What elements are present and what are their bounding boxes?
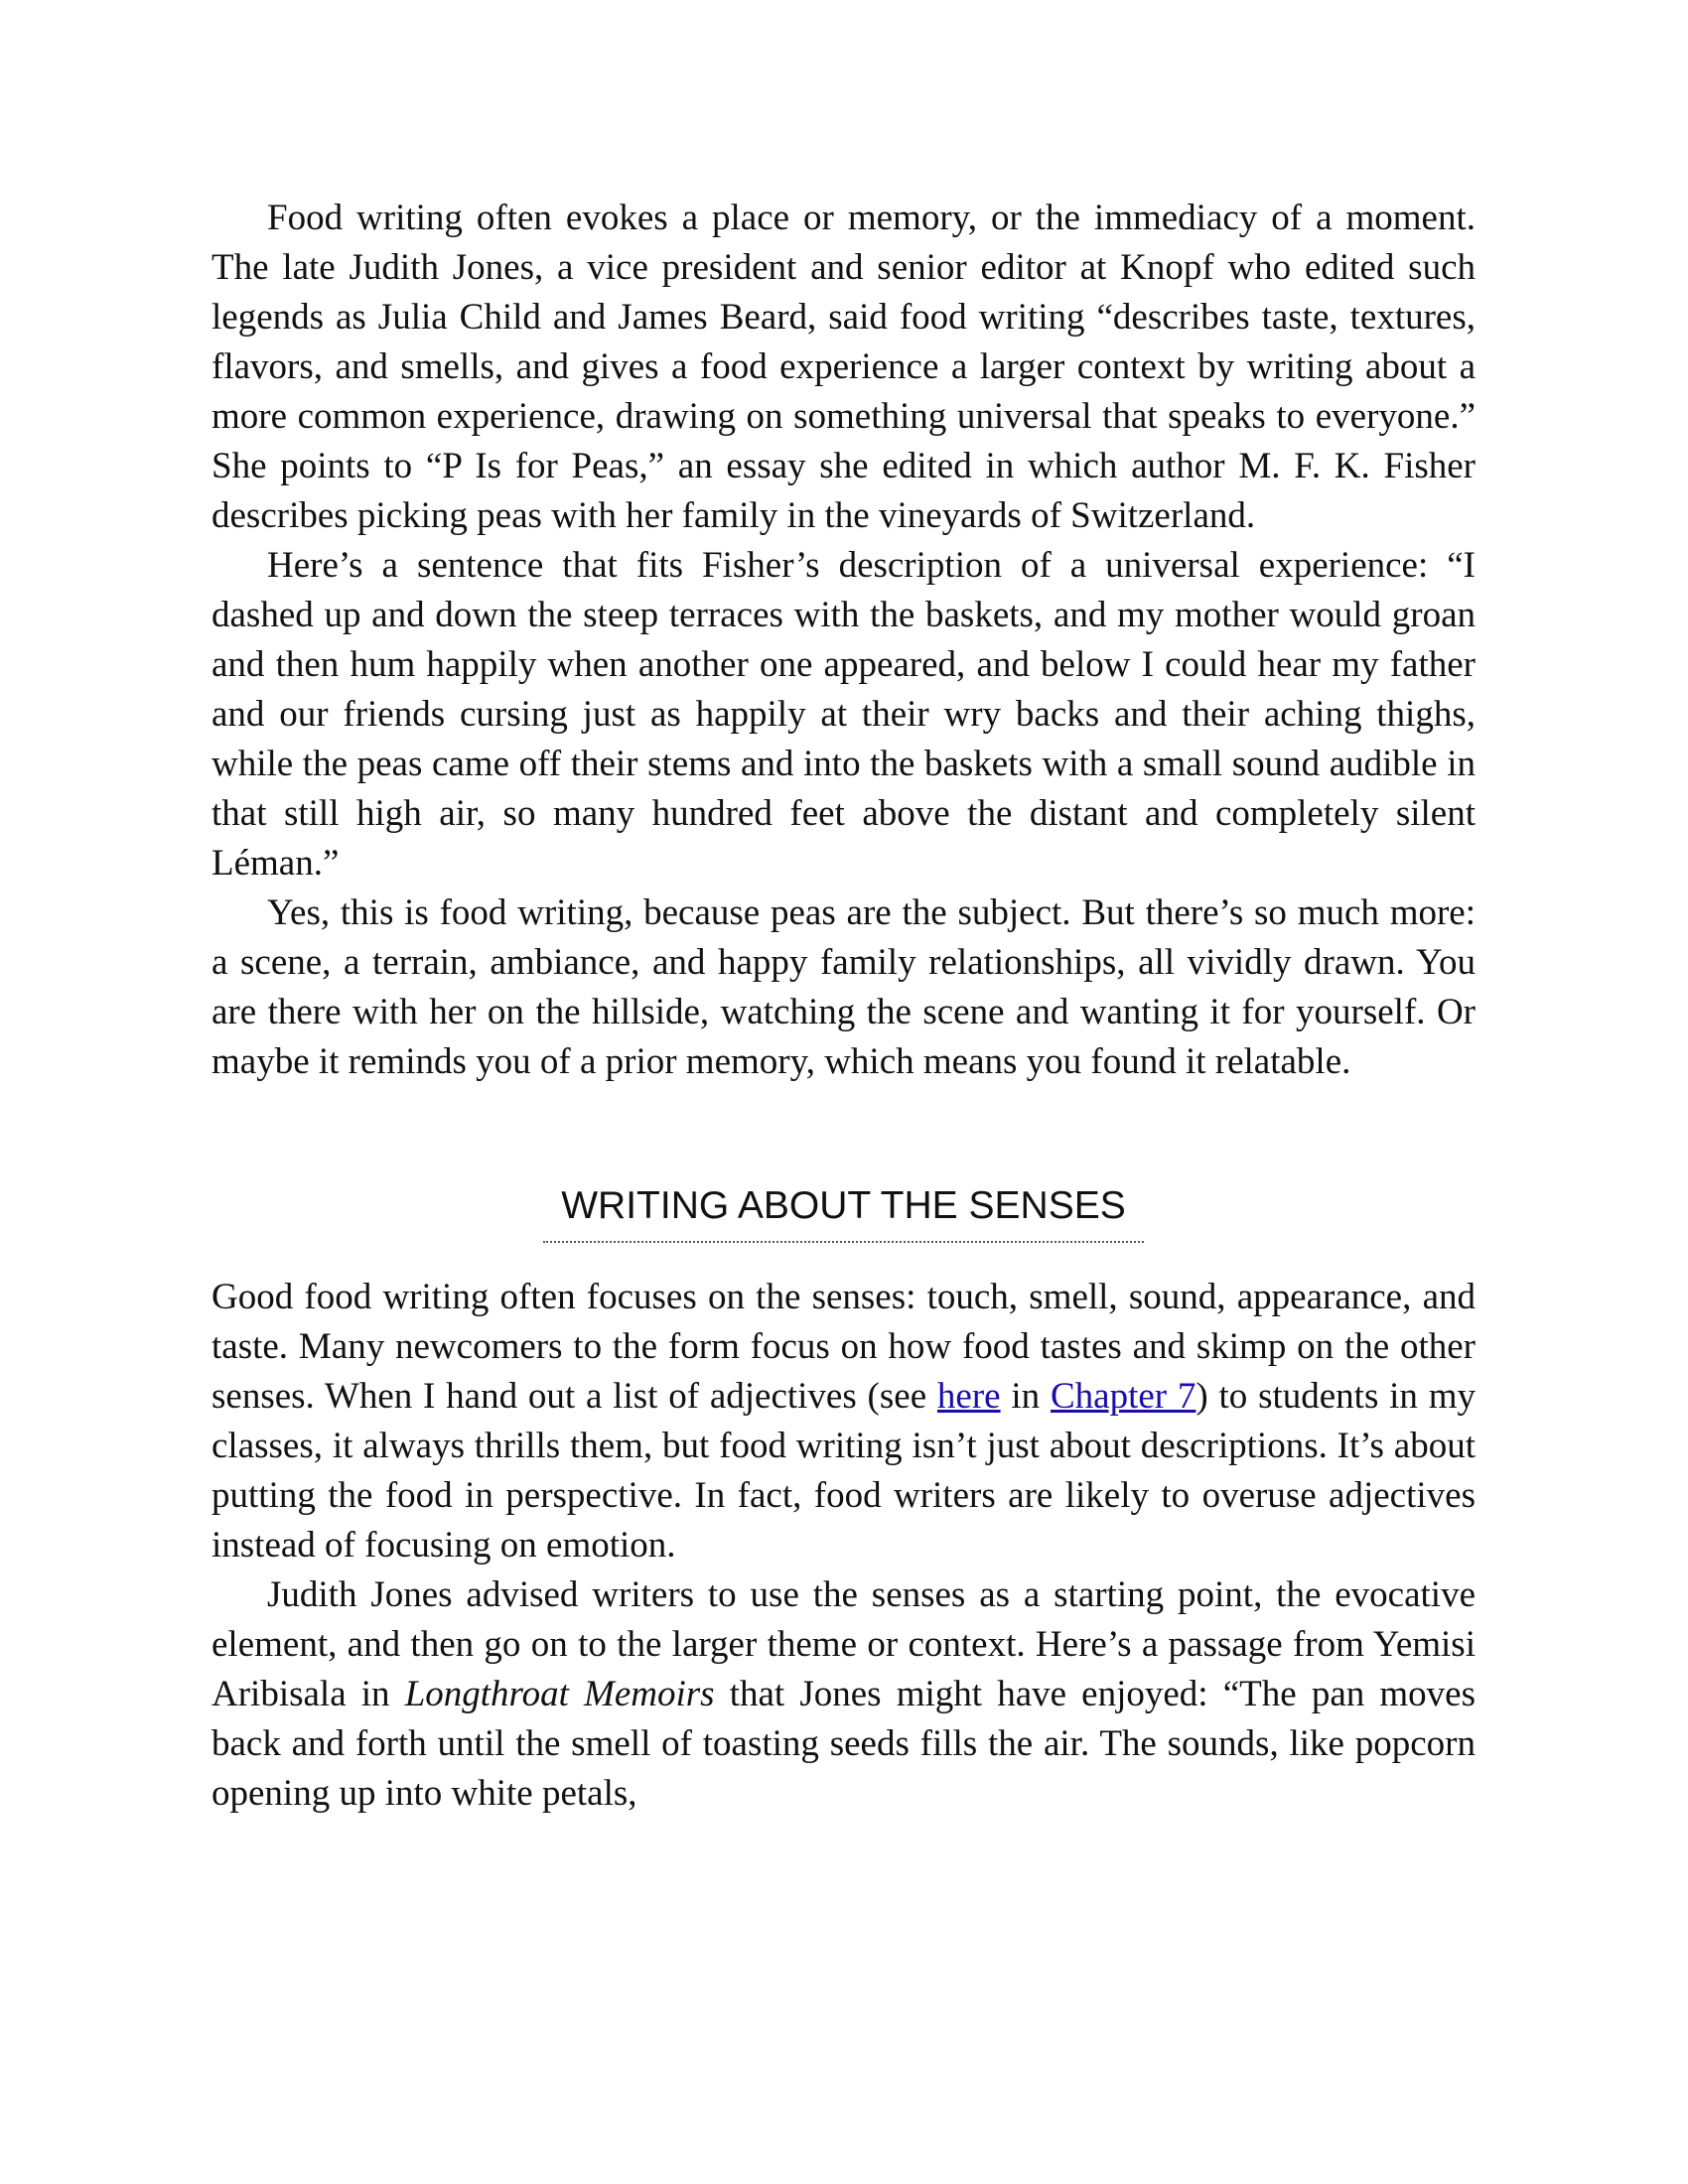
here-link[interactable]: here [936, 1376, 1001, 1417]
body-paragraph: Food writing often evokes a place or memory, or the immediacy of a moment. The late Judith Jones, a vice president and senior editor at Knopf who edited such legends as Julia Child and James Beard, said food writing “describes taste, textures, flavors, and smells, and gives a food experience a larger context by writing about a more common experience, drawing on something universal that speaks to everyone.” She points to “P Is for Peas,” an essay she edited in which author M. F. K. Fisher describes picking peas with her family in the vineyards of Switzerland. [211, 198, 1476, 536]
book-title: Longthroat Memoirs [404, 1674, 715, 1714]
paragraph-text: Judith Jones advised writers to use the senses as a starting point, the evocative element, and then go on to the larger theme or context. Here’s a passage from Yemisi Aribisala in [211, 1574, 1476, 1714]
paragraph-text: Good food writing often focuses on the senses: touch, smell, sound, appearance, and taste. Many newcomers to the form focus on how food tastes and skimp on the other senses. When I hand out a list of adjectives (see [211, 1277, 1476, 1417]
section-heading-wrapper [211, 1181, 1476, 1243]
body-paragraph [211, 1570, 1476, 1819]
paragraph-text: in [1000, 1376, 1051, 1417]
document-page [211, 194, 1476, 1819]
body-paragraph: Yes, this is food writing, because peas are the subject. But there’s so much more: a scene, a terrain, ambiance, and happy family relationships, all vividly drawn. You are there with her on the hillside, watching the scene and wanting it for yourself. Or maybe it reminds you of a prior memory, which means you found it relatable. [211, 892, 1476, 1082]
body-paragraph: Here’s a sentence that fits Fisher’s description of a universal experience: “I dashed up and down the steep terraces with the baskets, and my mother would groan and then hum happily when another one appeared, and below I could hear my father and our friends cursing just as happily at their wry backs and their aching thighs, while the peas came off their stems and into the baskets with a small sound audible in that still high air, so many hundred feet above the distant and completely silent Léman.” [211, 545, 1476, 884]
paragraph-text: that Jones might have enjoyed: “The pan moves back and forth until the smell of toasting seeds fills the air. The sounds, like popcorn opening up into white petals, [211, 1674, 1476, 1814]
paragraph-text: ) to students in my classes, it always thrills them, but food writing isn’t just about descriptions. It’s about putting the food in perspective. In fact, food writers are likely to overuse adjectives instead of focusing on emotion. [211, 1376, 1477, 1566]
chapter-7-link[interactable]: Chapter 7 [1050, 1376, 1196, 1417]
body-paragraph [211, 1273, 1476, 1570]
section-heading: WRITING ABOUT THE SENSES [543, 1181, 1144, 1243]
